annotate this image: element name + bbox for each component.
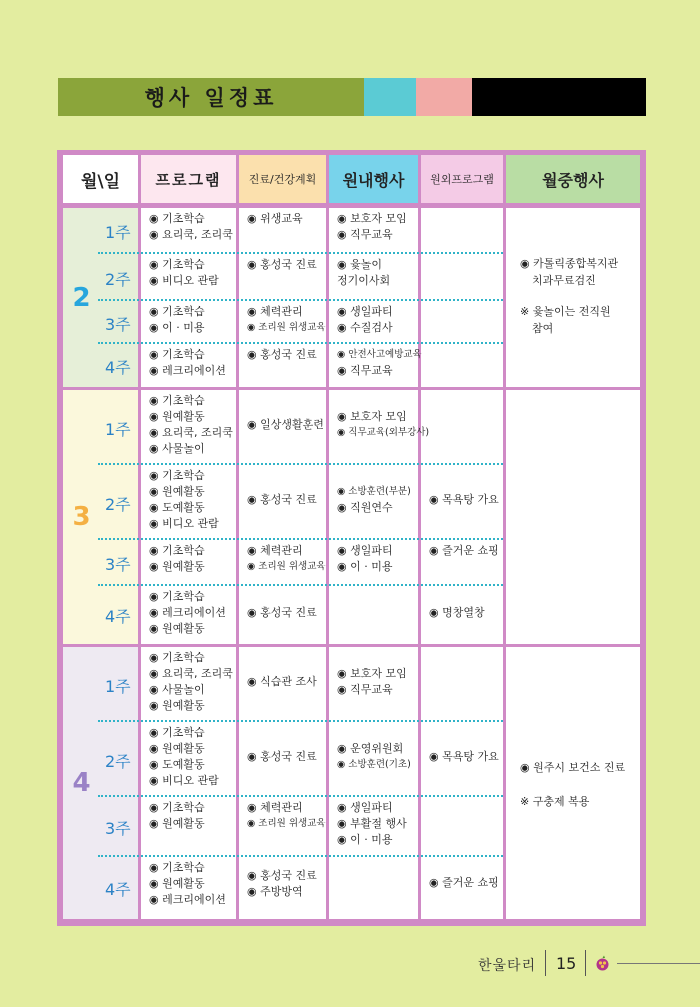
inner-item: ◉ 소방훈련(부분) [337,486,411,497]
week-label: 3주 [105,819,131,838]
inner-item: ◉ 운영위원회 [337,742,404,755]
inner-item: ◉ 이 · 미용 [337,833,393,846]
program-item: ◉ 비디오 관람 [149,274,219,287]
monthly-event-item: ◉ 카톨릭종합복지관 [520,257,619,270]
program-item: ◉ 원예활동 [149,699,205,712]
program-item: ◉ 사물놀이 [149,683,205,696]
week-label: 4주 [105,880,131,899]
inner-item: ◉ 윷놀이 [337,258,382,271]
inner-item: ◉ 생일파티 [337,305,393,318]
inner-item: ◉ 생일파티 [337,801,393,814]
footer-divider [545,950,546,976]
care-item: ◉ 위생교육 [247,212,303,225]
outer-item: ◉ 즐거운 쇼핑 [429,876,499,889]
monthly-event-item: ※ 윷놀이는 전직원 [520,305,611,318]
program-item: ◉ 기초학습 [149,258,205,271]
outer-item: ◉ 명창열창 [429,606,485,619]
week-label: 3주 [105,314,131,334]
inner-item: ◉ 소방훈련(기초) [337,759,411,770]
week-divider [98,855,503,857]
monthly-event-item: ◉ 원주시 보건소 진료 [520,761,626,774]
program-item: ◉ 기초학습 [149,590,205,603]
program-item: ◉ 기초학습 [149,469,205,482]
publication-name: 한울타리 [478,958,537,974]
week-divider [98,342,503,344]
care-item: ◉ 주방방역 [247,885,303,898]
week-divider [98,538,503,540]
outer-item: ◉ 즐거운 쇼핑 [429,544,499,557]
week-label: 1주 [105,223,131,242]
schedule-table [57,150,646,926]
care-item: ◉ 일상생활훈련 [247,418,324,431]
program-item: ◉ 비디오 관람 [149,774,219,787]
outer-column-cell [421,208,503,387]
program-item: ◉ 원예활동 [149,560,205,573]
program-item: ◉ 원예활동 [149,877,205,890]
month-number: 3 [72,502,91,532]
program-item: ◉ 기초학습 [149,348,205,361]
care-item: ◉ 체력관리 [247,801,303,814]
outer-item: ◉ 목욕탕 가요 [429,493,499,506]
week-divider [98,252,503,254]
program-item: ◉ 레크리에이션 [149,606,226,619]
week-label: 4주 [105,357,131,377]
program-item: ◉ 도예활동 [149,758,205,771]
program-item: ◉ 기초학습 [149,801,205,814]
header-month: 월\일 [63,155,138,203]
program-item: ◉ 원예활동 [149,622,205,635]
monthly-column-cell [506,390,640,644]
monthly-column-cell [506,647,640,919]
title-bar [58,78,646,116]
month-number: 2 [72,282,91,313]
footer-rule [617,963,700,964]
inner-item: ◉ 보호자 모임 [337,667,407,680]
program-item: ◉ 기초학습 [149,305,205,318]
program-item: ◉ 기초학습 [149,726,205,739]
care-item: ◉ 홍성국 진료 [247,606,317,619]
inner-item: ◉ 생일파티 [337,544,393,557]
program-item: ◉ 요리쿡, 조리쿡 [149,228,233,241]
footer-divider [585,950,586,976]
care-item: ◉ 홍성국 진료 [247,750,317,763]
page-title: 행사 일정표 [58,78,364,116]
inner-item: ◉ 보호자 모임 [337,212,407,225]
program-item: ◉ 사물놀이 [149,442,205,455]
program-item: ◉ 기초학습 [149,212,205,225]
week-label: 4주 [105,607,131,626]
inner-item: ◉ 직무교육 [337,364,393,377]
inner-item: ◉ 직원연수 [337,501,393,514]
week-label: 2주 [105,751,131,771]
care-item: ◉ 조리원 위생교육 [247,561,326,572]
inner-item: ◉ 직무교육 [337,228,393,241]
program-item: ◉ 원예활동 [149,485,205,498]
header-inner-events: 원내행사 [329,155,418,203]
monthly-event-item: 참여 [532,322,554,335]
week-label: 1주 [105,419,131,439]
care-item: ◉ 체력관리 [247,544,303,557]
week-divider [98,795,503,797]
inner-item: ◉ 직무교육(외부강사) [337,427,430,438]
care-item: ◉ 식습관 조사 [247,675,317,688]
outer-item: ◉ 목욕탕 가요 [429,750,499,763]
week-label: 2주 [105,269,131,289]
care-item: ◉ 홍성국 진료 [247,348,317,361]
program-item: ◉ 레크리에이션 [149,893,226,906]
inner-item: ◉ 부활절 행사 [337,817,407,830]
week-label: 1주 [105,676,131,696]
week-divider [98,463,503,465]
week-label: 3주 [105,555,131,574]
title-accent-cyan [364,78,416,116]
title-accent-black [472,78,646,116]
inner-item: 정기이사회 [337,274,391,287]
week-divider [98,720,503,722]
inner-item: ◉ 이 · 미용 [337,560,393,573]
header-monthly-events: 월중행사 [506,155,640,203]
inner-item: ◉ 보호자 모임 [337,410,407,423]
week-divider [98,584,503,586]
monthly-event-item: ※ 구충제 복용 [520,795,590,808]
care-item: ◉ 홍성국 진료 [247,869,317,882]
care-item: ◉ 조리원 위생교육 [247,322,326,333]
title-accent-pink [416,78,472,116]
program-item: ◉ 비디오 관람 [149,517,219,530]
program-item: ◉ 원예활동 [149,742,205,755]
monthly-column-cell [506,208,640,387]
program-item: ◉ 원예활동 [149,410,205,423]
header-care: 진료/건강계획 [239,155,326,203]
page-number: 15 [556,954,577,973]
care-item: ◉ 체력관리 [247,305,303,318]
inner-item: ◉ 수질검사 [337,321,393,334]
program-item: ◉ 레크리에이션 [149,364,226,377]
program-item: ◉ 기초학습 [149,394,205,407]
care-item: ◉ 홍성국 진료 [247,258,317,271]
program-item: ◉ 기초학습 [149,544,205,557]
program-item: ◉ 요리쿡, 조리쿡 [149,426,233,439]
week-label: 2주 [105,494,131,514]
care-item: ◉ 홍성국 진료 [247,493,317,506]
program-item: ◉ 이 · 미용 [149,321,205,334]
program-item: ◉ 도예활동 [149,501,205,514]
program-item: ◉ 기초학습 [149,861,205,874]
header-outer-program: 원외프로그램 [421,155,503,203]
program-item: ◉ 요리쿡, 조리쿡 [149,667,233,680]
month-number: 4 [72,768,91,798]
care-item: ◉ 조리원 위생교육 [247,818,326,829]
monthly-event-item: 치과무료검진 [532,274,596,287]
flower-icon [594,955,611,972]
week-divider [98,299,503,301]
inner-item: ◉ 안전사고예방교육 [337,349,422,360]
program-item: ◉ 원예활동 [149,817,205,830]
inner-item: ◉ 직무교육 [337,683,393,696]
header-program: 프로그램 [141,155,236,203]
program-item: ◉ 기초학습 [149,651,205,664]
